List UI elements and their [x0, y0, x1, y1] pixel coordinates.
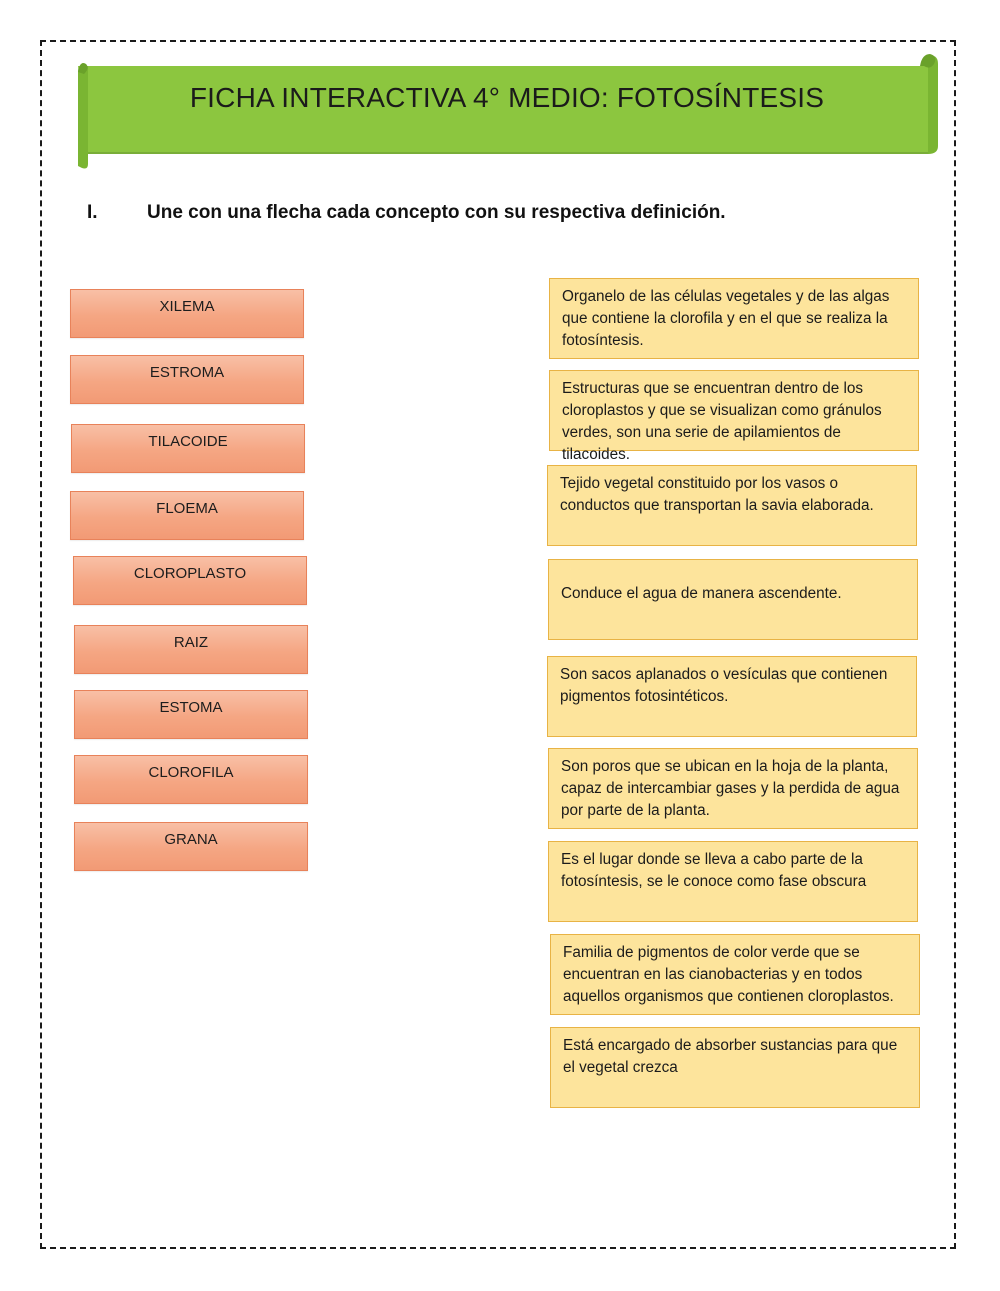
definition-card[interactable]: Estructuras que se encuentran dentro de los cloroplastos y que se visualizan como gránulos verdes, son una serie de apilamientos de tilacoides. — [549, 370, 919, 451]
definition-card[interactable]: Son poros que se ubican en la hoja de la planta, capaz de intercambiar gases y la perdida de agua por parte de la planta. — [548, 748, 918, 829]
definition-card[interactable]: Es el lugar donde se lleva a cabo parte de la fotosíntesis, se le conoce como fase obscura — [548, 841, 918, 922]
concept-card[interactable]: FLOEMA — [70, 491, 304, 540]
definition-card[interactable]: Tejido vegetal constituido por los vasos o conductos que transportan la savia elaborada. — [547, 465, 917, 546]
definition-card[interactable]: Está encargado de absorber sustancias para que el vegetal crezca — [550, 1027, 920, 1108]
page-title: FICHA INTERACTIVA 4° MEDIO: FOTOSÍNTESIS — [189, 82, 825, 113]
instruction-number: I. — [87, 202, 98, 223]
concept-card[interactable]: ESTOMA — [74, 690, 308, 739]
concept-card[interactable]: CLOROFILA — [74, 755, 308, 804]
instruction — [87, 202, 726, 224]
concept-card[interactable]: XILEMA — [70, 289, 304, 338]
concept-card[interactable]: GRANA — [74, 822, 308, 871]
definition-card[interactable]: Familia de pigmentos de color verde que se encuentran en las cianobacterias y en todos aquellos organismos que contienen cloroplastos. — [550, 934, 920, 1015]
instruction-text: Une con una flecha cada concepto con su respectiva definición. — [147, 202, 726, 223]
definition-card[interactable]: Son sacos aplanados o vesículas que contienen pigmentos fotosintéticos. — [547, 656, 917, 737]
concept-card[interactable]: CLOROPLASTO — [73, 556, 307, 605]
definition-card[interactable]: Organelo de las células vegetales y de las algas que contiene la clorofila y en el que se realiza la fotosíntesis. — [549, 278, 919, 359]
title-banner — [72, 52, 940, 170]
concept-card[interactable]: TILACOIDE — [71, 424, 305, 473]
definition-card[interactable]: Conduce el agua de manera ascendente. — [548, 559, 918, 640]
concept-card[interactable]: RAIZ — [74, 625, 308, 674]
concept-card[interactable]: ESTROMA — [70, 355, 304, 404]
